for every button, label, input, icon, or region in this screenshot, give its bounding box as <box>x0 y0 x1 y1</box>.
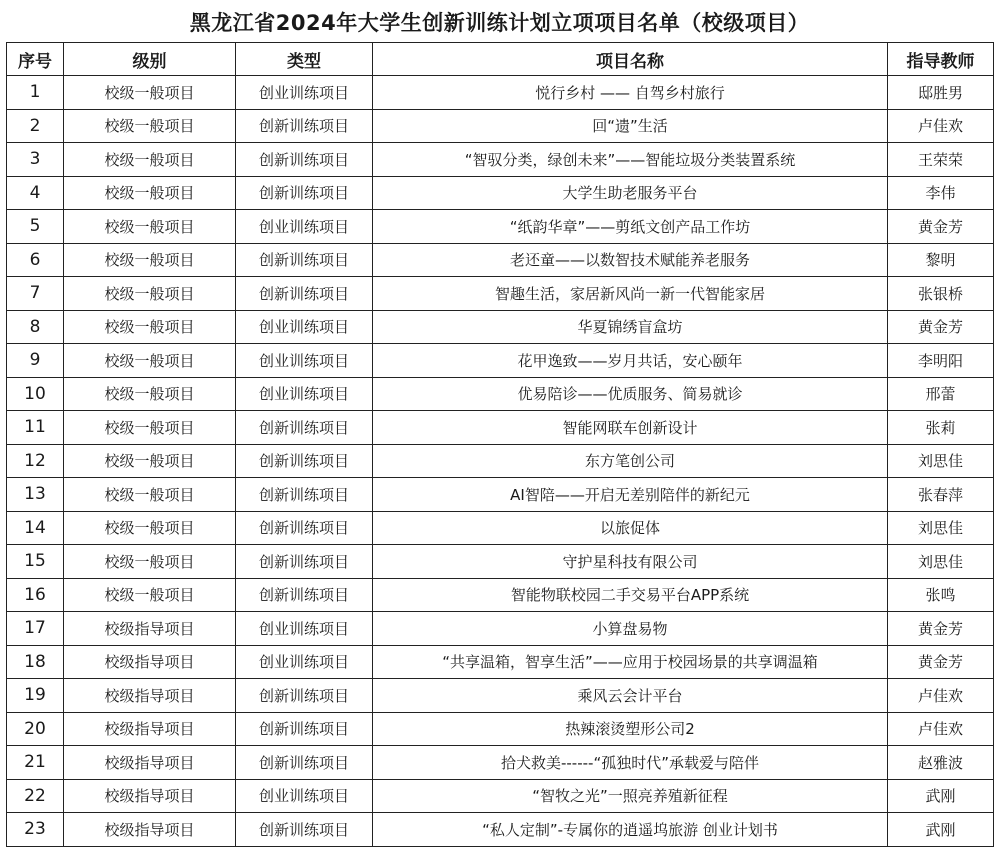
document-title: 黑龙江省2024年大学生创新训练计划立项项目名单（校级项目） <box>189 11 810 35</box>
cell-advisor: 刘思佳 <box>888 444 994 478</box>
cell-project-name: 大学生助老服务平台 <box>373 176 888 210</box>
cell-level: 校级一般项目 <box>64 109 236 143</box>
cell-type: 创业训练项目 <box>236 612 373 646</box>
cell-advisor: 张鸣 <box>888 578 994 612</box>
cell-serial-number: 14 <box>7 511 64 545</box>
cell-serial-number: 11 <box>7 411 64 445</box>
table-row <box>7 712 994 746</box>
cell-project-name: 智能网联车创新设计 <box>373 411 888 445</box>
cell-project-name: “私人定制”-专属你的逍遥坞旅游 创业计划书 <box>373 813 888 847</box>
cell-project-name: 小算盘易物 <box>373 612 888 646</box>
cell-type: 创新训练项目 <box>236 411 373 445</box>
cell-level: 校级一般项目 <box>64 76 236 110</box>
cell-advisor: 张春萍 <box>888 478 994 512</box>
cell-type: 创业训练项目 <box>236 310 373 344</box>
cell-level: 校级指导项目 <box>64 712 236 746</box>
cell-advisor: 王荣荣 <box>888 143 994 177</box>
cell-type: 创新训练项目 <box>236 545 373 579</box>
cell-serial-number: 17 <box>7 612 64 646</box>
cell-level: 校级一般项目 <box>64 444 236 478</box>
cell-level: 校级指导项目 <box>64 813 236 847</box>
cell-advisor: 张银桥 <box>888 277 994 311</box>
cell-serial-number: 4 <box>7 176 64 210</box>
cell-level: 校级一般项目 <box>64 344 236 378</box>
cell-level: 校级一般项目 <box>64 210 236 244</box>
cell-type: 创新训练项目 <box>236 176 373 210</box>
table-row <box>7 143 994 177</box>
header-serial-number: 序号 <box>7 43 64 76</box>
table-row <box>7 444 994 478</box>
cell-project-name: 智能物联校园二手交易平台APP系统 <box>373 578 888 612</box>
cell-advisor: 卢佳欢 <box>888 712 994 746</box>
table-row <box>7 411 994 445</box>
cell-level: 校级一般项目 <box>64 277 236 311</box>
table-row <box>7 109 994 143</box>
cell-level: 校级指导项目 <box>64 612 236 646</box>
cell-advisor: 李伟 <box>888 176 994 210</box>
cell-level: 校级一般项目 <box>64 578 236 612</box>
cell-project-name: “共享温箱，智享生活”——应用于校园场景的共享调温箱 <box>373 645 888 679</box>
table-row <box>7 344 994 378</box>
cell-type: 创新训练项目 <box>236 712 373 746</box>
table-row <box>7 511 994 545</box>
cell-type: 创新训练项目 <box>236 277 373 311</box>
cell-type: 创新训练项目 <box>236 813 373 847</box>
table-row <box>7 310 994 344</box>
cell-type: 创业训练项目 <box>236 645 373 679</box>
cell-type: 创业训练项目 <box>236 210 373 244</box>
cell-serial-number: 18 <box>7 645 64 679</box>
cell-advisor: 赵雅波 <box>888 746 994 780</box>
table-row <box>7 176 994 210</box>
cell-serial-number: 2 <box>7 109 64 143</box>
cell-advisor: 黄金芳 <box>888 645 994 679</box>
project-list-table <box>6 42 994 847</box>
cell-advisor: 刘思佳 <box>888 511 994 545</box>
cell-project-name: “智驭分类，绿创未来”——智能垃圾分类装置系统 <box>373 143 888 177</box>
cell-serial-number: 16 <box>7 578 64 612</box>
cell-project-name: 乘风云会计平台 <box>373 679 888 713</box>
cell-advisor: 刘思佳 <box>888 545 994 579</box>
cell-type: 创新训练项目 <box>236 243 373 277</box>
cell-type: 创新训练项目 <box>236 143 373 177</box>
cell-type: 创新训练项目 <box>236 578 373 612</box>
cell-serial-number: 19 <box>7 679 64 713</box>
cell-level: 校级一般项目 <box>64 243 236 277</box>
table-row <box>7 746 994 780</box>
cell-project-name: 华夏锦绣盲盒坊 <box>373 310 888 344</box>
cell-project-name: 以旅促体 <box>373 511 888 545</box>
table-row <box>7 76 994 110</box>
table-row <box>7 377 994 411</box>
cell-serial-number: 8 <box>7 310 64 344</box>
cell-serial-number: 20 <box>7 712 64 746</box>
cell-serial-number: 7 <box>7 277 64 311</box>
table-header-row <box>7 43 994 76</box>
cell-level: 校级一般项目 <box>64 511 236 545</box>
cell-project-name: “智牧之光”一照亮养殖新征程 <box>373 779 888 813</box>
cell-serial-number: 5 <box>7 210 64 244</box>
table-body <box>7 76 994 847</box>
cell-project-name: 东方笔创公司 <box>373 444 888 478</box>
cell-advisor: 李明阳 <box>888 344 994 378</box>
cell-type: 创新训练项目 <box>236 679 373 713</box>
cell-project-name: 悦行乡村 —— 自驾乡村旅行 <box>373 76 888 110</box>
cell-type: 创新训练项目 <box>236 746 373 780</box>
cell-level: 校级指导项目 <box>64 645 236 679</box>
cell-project-name: 拾犬救美------“孤独时代”承载爱与陪伴 <box>373 746 888 780</box>
header-level: 级别 <box>64 43 236 76</box>
cell-project-name: 热辣滚烫塑形公司2 <box>373 712 888 746</box>
cell-level: 校级一般项目 <box>64 411 236 445</box>
cell-serial-number: 22 <box>7 779 64 813</box>
cell-level: 校级一般项目 <box>64 310 236 344</box>
cell-project-name: 花甲逸致——岁月共话，安心颐年 <box>373 344 888 378</box>
cell-advisor: 卢佳欢 <box>888 109 994 143</box>
cell-advisor: 黎明 <box>888 243 994 277</box>
header-type: 类型 <box>236 43 373 76</box>
table-row <box>7 679 994 713</box>
cell-advisor: 卢佳欢 <box>888 679 994 713</box>
table-row <box>7 779 994 813</box>
cell-project-name: 优易陪诊——优质服务、简易就诊 <box>373 377 888 411</box>
cell-serial-number: 3 <box>7 143 64 177</box>
cell-level: 校级指导项目 <box>64 679 236 713</box>
cell-advisor: 邸胜男 <box>888 76 994 110</box>
cell-project-name: 守护星科技有限公司 <box>373 545 888 579</box>
cell-level: 校级指导项目 <box>64 779 236 813</box>
cell-advisor: 黄金芳 <box>888 612 994 646</box>
cell-type: 创业训练项目 <box>236 377 373 411</box>
table-row <box>7 545 994 579</box>
table-row <box>7 210 994 244</box>
cell-project-name: 老还童——以数智技术赋能养老服务 <box>373 243 888 277</box>
header-project-name: 项目名称 <box>373 43 888 76</box>
cell-type: 创业训练项目 <box>236 344 373 378</box>
cell-type: 创新训练项目 <box>236 109 373 143</box>
header-advisor: 指导教师 <box>888 43 994 76</box>
cell-serial-number: 6 <box>7 243 64 277</box>
cell-advisor: 张莉 <box>888 411 994 445</box>
cell-level: 校级一般项目 <box>64 478 236 512</box>
cell-level: 校级一般项目 <box>64 545 236 579</box>
cell-project-name: 回“遗”生活 <box>373 109 888 143</box>
table-row <box>7 813 994 847</box>
cell-serial-number: 23 <box>7 813 64 847</box>
cell-level: 校级一般项目 <box>64 143 236 177</box>
cell-serial-number: 9 <box>7 344 64 378</box>
cell-advisor: 黄金芳 <box>888 210 994 244</box>
table-row <box>7 645 994 679</box>
table-row <box>7 243 994 277</box>
cell-serial-number: 13 <box>7 478 64 512</box>
cell-type: 创新训练项目 <box>236 478 373 512</box>
cell-advisor: 武刚 <box>888 813 994 847</box>
cell-serial-number: 1 <box>7 76 64 110</box>
cell-serial-number: 10 <box>7 377 64 411</box>
cell-project-name: AI智陪——开启无差别陪伴的新纪元 <box>373 478 888 512</box>
cell-project-name: “纸韵华章”——剪纸文创产品工作坊 <box>373 210 888 244</box>
table-row <box>7 578 994 612</box>
cell-serial-number: 21 <box>7 746 64 780</box>
cell-type: 创业训练项目 <box>236 76 373 110</box>
cell-project-name: 智趣生活，家居新风尚一新一代智能家居 <box>373 277 888 311</box>
cell-advisor: 邢蕾 <box>888 377 994 411</box>
table-row <box>7 612 994 646</box>
cell-type: 创业训练项目 <box>236 779 373 813</box>
cell-level: 校级指导项目 <box>64 746 236 780</box>
cell-type: 创新训练项目 <box>236 444 373 478</box>
table-row <box>7 277 994 311</box>
cell-advisor: 黄金芳 <box>888 310 994 344</box>
cell-advisor: 武刚 <box>888 779 994 813</box>
cell-type: 创新训练项目 <box>236 511 373 545</box>
table-row <box>7 478 994 512</box>
cell-level: 校级一般项目 <box>64 377 236 411</box>
cell-serial-number: 15 <box>7 545 64 579</box>
cell-level: 校级一般项目 <box>64 176 236 210</box>
cell-serial-number: 12 <box>7 444 64 478</box>
